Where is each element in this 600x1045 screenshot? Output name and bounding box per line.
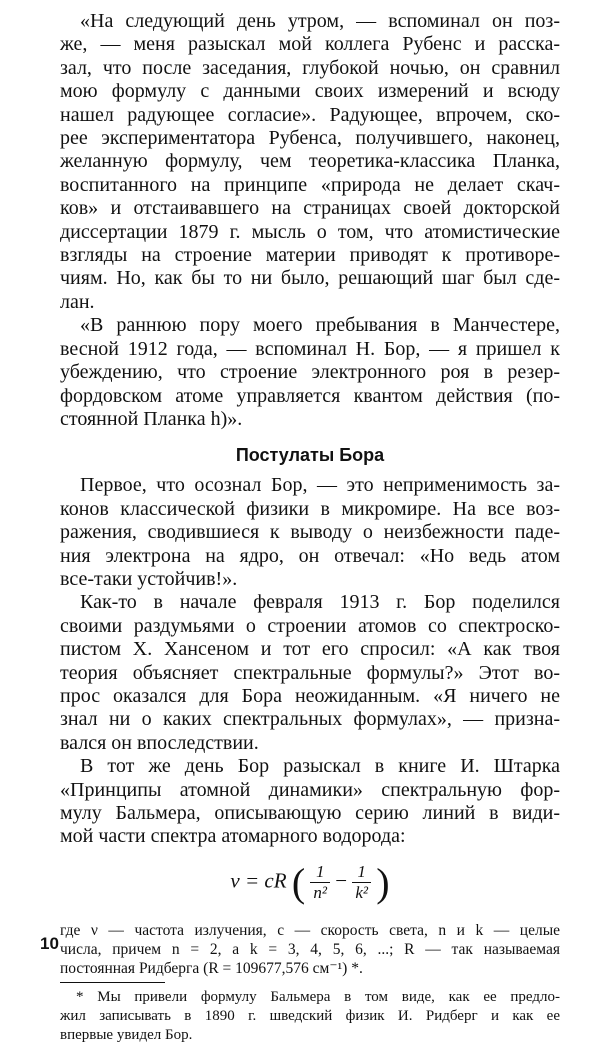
- formula-legend: [60, 921, 560, 978]
- text-line: ков» и отстаивавшего на страницах своей докторской: [60, 197, 560, 220]
- fraction-numerator: 1: [310, 862, 330, 883]
- text-line: мою формулу с данными своих измерений и всюду: [60, 80, 560, 103]
- text-line: своими раздумьями о строении атомов со спектроско-: [60, 614, 560, 637]
- paragraph-classical-physics: [60, 474, 560, 591]
- text-line: конов классической физики в микромире. На все воз-: [60, 497, 560, 520]
- footnote: [60, 988, 560, 1045]
- fraction-numerator: 1: [352, 862, 371, 883]
- text-line: В тот же день Бор разыскал в книге И. Штарка: [80, 755, 560, 778]
- legend-line: где ν — частота излучения, c — скорость света, n и k — целые: [60, 921, 560, 939]
- right-paren: ): [376, 859, 390, 905]
- text-line: ния электрона на ядро, он отвечал: «Но ведь атом: [60, 544, 560, 567]
- text-line: «Принципы атомной динамики» спектральную фор-: [60, 778, 560, 801]
- formula-minus: −: [335, 868, 348, 893]
- text-line: Как-то в начале февраля 1913 г. Бор поделился: [80, 591, 560, 614]
- text-line: стоянной Планка h)».: [60, 407, 243, 430]
- paragraph-planck-quote: [60, 10, 560, 314]
- text-line: убеждению, что строение электронного роя в резер-: [60, 361, 560, 384]
- text-line: пистом Х. Хансеном и тот его спросил: «А как твоя: [60, 638, 560, 661]
- text-line: лан.: [60, 290, 95, 313]
- paragraph-balmer: [60, 755, 560, 849]
- text-line: же, — меня разыскал мой коллега Рубенс и расска-: [60, 33, 560, 56]
- text-line: весной 1912 года, — вспоминал Н. Бор, — я пришел к: [60, 337, 560, 360]
- fraction-denominator: n²: [313, 882, 327, 902]
- text-line: теория объясняет спектральные формулы?» Этот во-: [60, 661, 560, 684]
- text-line: взгляды на строение материи приводят к противоре-: [60, 244, 560, 267]
- footnote-line: жил записывать в 1890 г. шведский физик И. Ридберг и как ее: [60, 1007, 560, 1024]
- text-line: желанную формулу, чем теоретика-классика Планка,: [60, 150, 560, 173]
- fraction-k: [352, 862, 371, 903]
- text-line: рее экспериментатора Рубенса, получившего, наконец,: [60, 127, 560, 150]
- text-line: вался он впоследствии.: [60, 731, 259, 754]
- book-page: [60, 10, 560, 1045]
- text-line: все-таки устойчив!».: [60, 567, 238, 590]
- text-line: фордовском атоме управляется квантом действия (по-: [60, 384, 560, 407]
- text-line: Первое, что осознал Бор, — это неприменимость за-: [80, 474, 560, 497]
- legend-line: постоянная Ридберга (R = 109677,576 см⁻¹) *.: [60, 959, 363, 977]
- section-heading: Постулаты Бора: [235, 445, 385, 466]
- balmer-formula: [60, 859, 560, 915]
- legend-line: числа, причем n = 2, а k = 3, 4, 5, 6, ...; R — так называемая: [60, 940, 560, 958]
- paragraph-bohr-quote: [60, 314, 560, 431]
- text-line: зал, что после заседания, глубокой ночью, он сравнил: [60, 56, 560, 79]
- text-line: диссертации 1879 г. мысль о том, что атомистические: [60, 220, 560, 243]
- paragraph-hansen: [60, 591, 560, 755]
- text-line: «На следующий день утром, — вспоминал он поз-: [80, 10, 560, 32]
- text-line: воспитанного на принципе «природа не делает скач-: [60, 173, 560, 196]
- text-line: мулу Бальмера, описывающую серию линий в види-: [60, 802, 560, 824]
- footnote-line: впервые увидел Бор.: [60, 1026, 193, 1043]
- fraction-denominator: k²: [355, 882, 368, 902]
- footnote-divider: [60, 982, 165, 983]
- text-line: нашел радующее согласие». Радующее, впрочем, ско-: [60, 103, 560, 126]
- left-paren: (: [291, 859, 306, 905]
- text-line: «В раннюю пору моего пребывания в Манчестере,: [80, 314, 560, 337]
- footnote-line: * Мы привели формулу Бальмера в том виде, как ее предло-: [76, 988, 560, 1005]
- text-line: мой части спектра атомарного водорода:: [60, 825, 406, 848]
- page-number: 10: [40, 934, 59, 953]
- text-line: прос оказался для Бора неожиданным. «Я ничего не: [60, 684, 560, 707]
- text-line: чиям. Но, как бы то ни было, решающий шаг был сде-: [60, 267, 560, 290]
- text-line: ражения, сводившиеся к выводу о неизбежности паде-: [60, 521, 560, 544]
- text-line: знал ни о каких спектральных формулах», — призна-: [60, 708, 560, 731]
- fraction-n: [310, 862, 330, 903]
- formula-lhs: ν = cR: [230, 868, 287, 893]
